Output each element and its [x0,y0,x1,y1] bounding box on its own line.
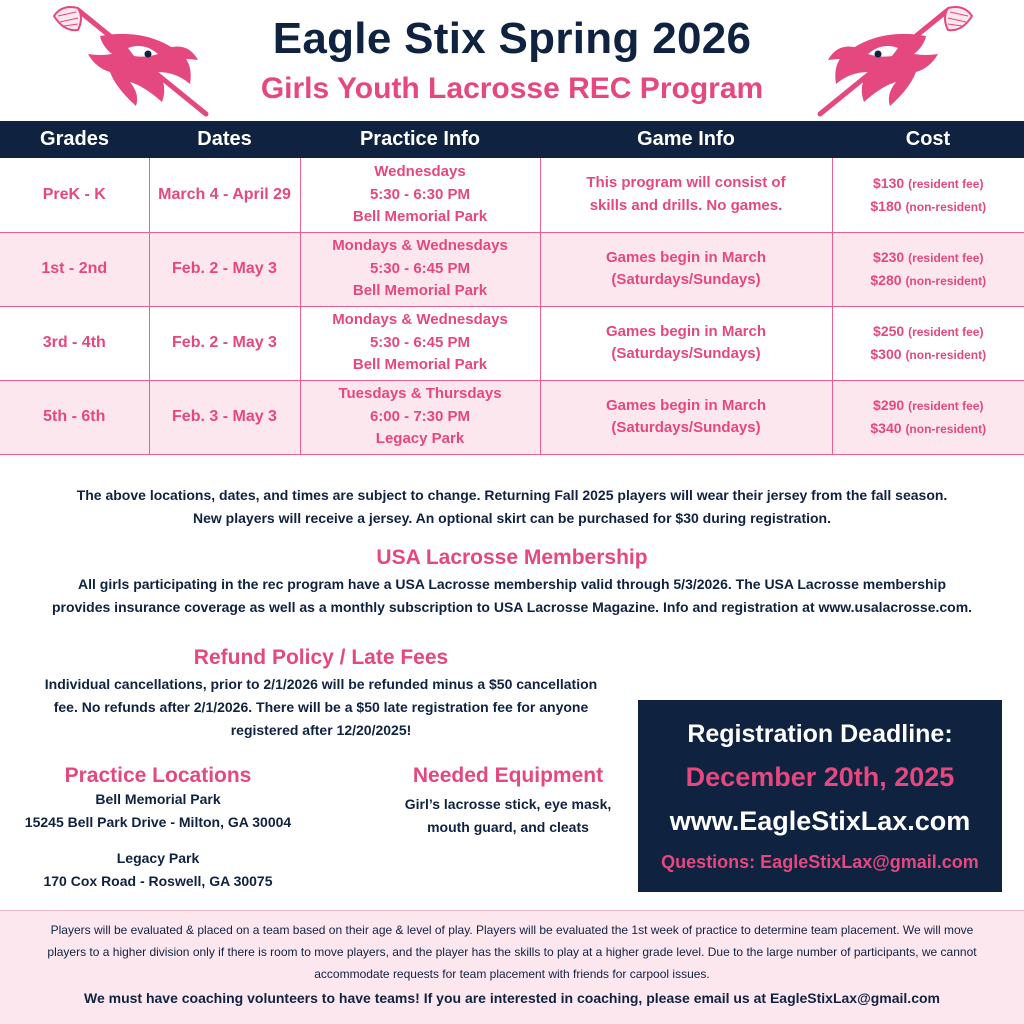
resident-fee-label: (resident fee) [908,325,984,339]
dates-cell: March 4 - April 29 [149,158,300,232]
equipment-heading: Needed Equipment [412,764,604,787]
volunteer-callout: We must have coaching volunteers to have teams! If you are interested in coaching, please email us at EagleStixLax@gmail.com [83,990,940,1006]
resident-fee-label: (resident fee) [908,399,984,413]
website-link[interactable]: www.EagleStixLax.com [669,806,971,836]
membership-section [0,546,1024,619]
nonresident-cost: $300 [870,346,902,362]
practice-days: Mondays & Wednesdays [332,311,508,329]
practice-cell [300,306,540,380]
practice-time: 5:30 - 6:45 PM [369,259,471,277]
location-address: 170 Cox Road - Roswell, GA 30075 [43,873,273,889]
nonresident-fee-label: (non-resident) [905,348,987,362]
resident-fee-label: (resident fee) [908,251,984,265]
grade-cell: PreK - K [0,158,149,232]
column-header-dates: Dates [149,121,300,158]
notes-line: The above locations, dates, and times are subject to change. Returning Fall 2025 players will wear their jersey from the fall season. [76,487,948,503]
refund-line: registered after 12/20/2025! [230,722,412,738]
membership-heading: USA Lacrosse Membership [376,546,648,569]
nonresident-cost: $180 [870,197,902,214]
nonresident-fee-label: (non-resident) [905,422,987,436]
flyer-header [0,0,1024,120]
game-info-line: Games begin in March [605,248,767,266]
footer-section [0,910,1024,1024]
evaluation-line: Players will be evaluated & placed on a team based on their age & level of play. Players will be evaluated the 1st week of practice to determine team placement. We will move [50,923,974,937]
membership-text [0,573,1024,619]
table-row [0,158,1024,232]
resident-cost: $230 [873,249,905,265]
game-info-line: Games begin in March [605,396,767,414]
registration-deadline-box [638,700,1002,892]
cost-cell [832,232,1024,306]
location-name: Legacy Park [116,850,200,866]
column-header-cost: Cost [832,121,1024,158]
practice-location: Bell Memorial Park [352,208,488,225]
practice-days: Tuesdays & Thursdays [338,385,502,403]
game-info-line: skills and drills. No games. [589,196,783,214]
game-cell [540,158,832,232]
practice-time: 5:30 - 6:45 PM [369,333,471,351]
page-title: Eagle Stix Spring 2026 [272,14,752,63]
resident-cost: $290 [873,397,905,413]
resident-cost: $130 [873,174,905,191]
game-info-line: (Saturdays/Sundays) [611,345,761,362]
location-name: Bell Memorial Park [95,791,221,807]
practice-location: Bell Memorial Park [352,356,488,374]
evaluation-line: players to a higher division only if there is room to move players, and the player has the skills to play at a higher grade level. Due to the large number of participants, we cannot [47,945,977,959]
resident-fee-label: (resident fee) [908,176,984,191]
game-cell [540,306,832,380]
notes-line: New players will receive a jersey. An optional skirt can be purchased for $30 during registration. [193,510,831,526]
schedule-table [0,121,1024,455]
dates-cell: Feb. 2 - May 3 [149,232,300,306]
practice-location: Bell Memorial Park [352,282,488,300]
cost-cell [832,380,1024,454]
nonresident-fee-label: (non-resident) [905,199,987,214]
table-header-row [0,121,1024,158]
location-item [10,847,306,893]
table-row [0,380,1024,454]
practice-location: Legacy Park [375,430,465,448]
nonresident-cost: $280 [870,272,902,288]
equipment-line: mouth guard, and cleats [427,819,589,835]
dates-cell: Feb. 2 - May 3 [149,306,300,380]
table-row [0,232,1024,306]
page-subtitle: Girls Youth Lacrosse REC Program [260,72,764,105]
locations-heading: Practice Locations [64,764,252,787]
grade-cell: 5th - 6th [0,380,149,454]
game-info-line: (Saturdays/Sundays) [611,271,761,288]
game-cell [540,380,832,454]
cost-cell [832,306,1024,380]
refund-heading: Refund Policy / Late Fees [193,646,449,669]
deadline-label: Registration Deadline: [687,720,953,748]
membership-line: provides insurance coverage as well as a monthly subscription to USA Lacrosse Magazine. Info and registration at www.usalacrosse.com. [51,599,973,615]
evaluation-text [0,919,1024,985]
grade-cell: 3rd - 4th [0,306,149,380]
game-info-line: Games begin in March [605,322,767,340]
equipment-text [388,793,628,839]
evaluation-line: accommodate requests for team placement with friends for carpool issues. [314,967,710,981]
refund-line: fee. No refunds after 2/1/2026. There will be a $50 late registration fee for anyone [53,699,589,715]
schedule-notes [0,484,1024,530]
nonresident-cost: $340 [870,420,902,436]
practice-cell [300,158,540,232]
questions-email-link[interactable]: Questions: EagleStixLax@gmail.com [661,852,979,872]
game-info-line: (Saturdays/Sundays) [611,419,761,436]
equipment-line: Girl’s lacrosse stick, eye mask, [404,796,612,812]
cost-cell [832,158,1024,232]
practice-days: Wednesdays [374,163,466,180]
practice-days: Mondays & Wednesdays [332,237,508,255]
membership-line: All girls participating in the rec program have a USA Lacrosse membership valid through 5/3/2026. The USA Lacrosse membership [77,576,946,592]
dates-cell: Feb. 3 - May 3 [149,380,300,454]
eagle-lacrosse-stick-icon [808,2,978,120]
grade-cell: 1st - 2nd [0,232,149,306]
practice-time: 5:30 - 6:30 PM [369,185,471,203]
practice-locations-section [10,764,306,893]
game-cell [540,232,832,306]
nonresident-fee-label: (non-resident) [905,274,987,288]
deadline-date: December 20th, 2025 [685,762,955,792]
column-header-grades: Grades [0,121,149,158]
game-info-line: This program will consist of [586,174,786,192]
location-item [10,788,306,834]
resident-cost: $250 [873,323,905,339]
practice-cell [300,232,540,306]
location-address: 15245 Bell Park Drive - Milton, GA 30004 [24,814,292,830]
equipment-section [388,764,628,839]
refund-text [16,673,626,742]
refund-line: Individual cancellations, prior to 2/1/2026 will be refunded minus a $50 cancellation [44,676,598,692]
table-row [0,306,1024,380]
column-header-practice-info: Practice Info [300,121,540,158]
practice-cell [300,380,540,454]
column-header-game-info: Game Info [540,121,832,158]
refund-section [16,646,626,742]
practice-time: 6:00 - 7:30 PM [369,407,471,425]
